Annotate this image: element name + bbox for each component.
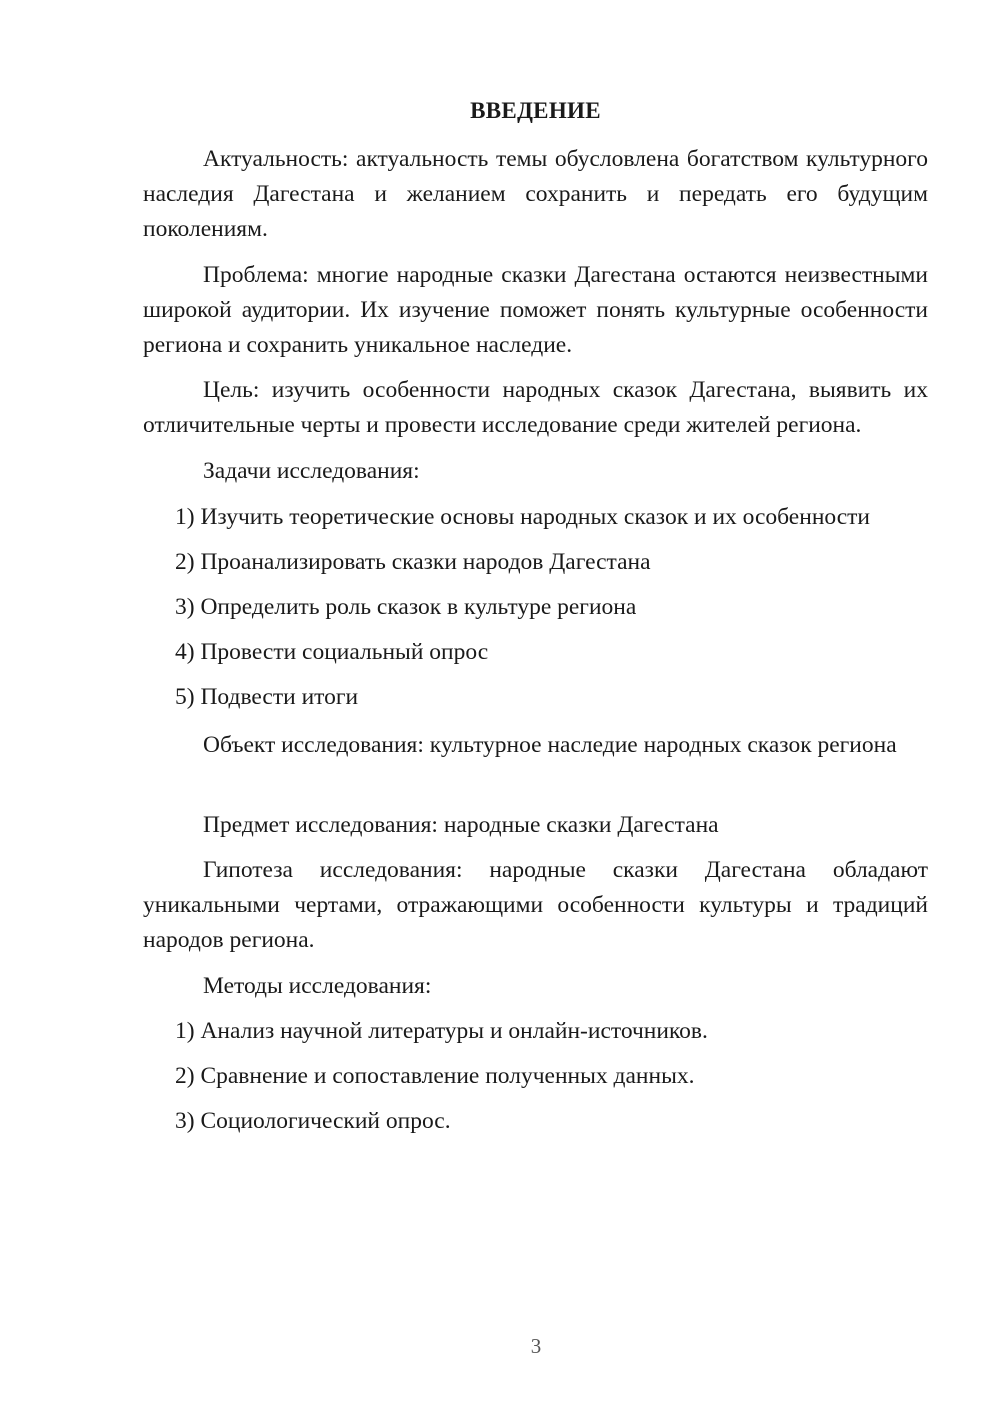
object-text: Объект исследования: культурное наследие народных сказок региона bbox=[203, 732, 897, 758]
tasks-list bbox=[143, 500, 928, 715]
paragraph-object bbox=[143, 728, 928, 763]
list-item: 3) Определить роль сказок в культуре региона bbox=[175, 594, 637, 620]
methods-heading-text: Методы исследования: bbox=[203, 973, 432, 999]
list-item: 1) Анализ научной литературы и онлайн-источников. bbox=[175, 1018, 708, 1044]
methods-heading bbox=[143, 969, 928, 1004]
tasks-heading bbox=[143, 454, 928, 489]
relevance-text: Актуальность: актуальность темы обусловлена богатством культурного наследия Дагестана и желанием сохранить и передать его будущим поколениям. bbox=[143, 146, 928, 242]
subject-text: Предмет исследования: народные сказки Дагестана bbox=[203, 812, 719, 838]
tasks-heading-text: Задачи исследования: bbox=[203, 458, 420, 484]
list-item: 3) Социологический опрос. bbox=[175, 1108, 451, 1134]
problem-text: Проблема: многие народные сказки Дагестана остаются неизвестными широкой аудитории. Их изучение поможет понять культурные особенности региона и сохранить уникальное наследие. bbox=[143, 262, 928, 358]
list-item: 1) Изучить теоретические основы народных сказок и их особенности bbox=[175, 504, 871, 530]
list-item: 2) Проанализировать сказки народов Дагестана bbox=[175, 549, 651, 575]
paragraph-problem bbox=[143, 258, 928, 363]
page-number: 3 bbox=[530, 1334, 542, 1358]
paragraph-subject bbox=[143, 808, 928, 843]
goal-text: Цель: изучить особенности народных сказок Дагестана, выявить их отличительные черты и провести исследование среди жителей региона. bbox=[143, 377, 928, 438]
hypothesis-text: Гипотеза исследования: народные сказки Дагестана обладают уникальными чертами, отражающими особенности культуры и традиций народов региона. bbox=[143, 857, 928, 953]
list-item: 4) Провести социальный опрос bbox=[175, 639, 489, 665]
list-item: 2) Сравнение и сопоставление полученных данных. bbox=[175, 1063, 695, 1089]
paragraph-relevance bbox=[143, 142, 928, 247]
list-item: 5) Подвести итоги bbox=[175, 684, 359, 710]
paragraph-goal bbox=[143, 373, 928, 443]
page-title: ВВЕДЕНИЕ bbox=[470, 98, 601, 123]
paragraph-hypothesis bbox=[143, 853, 928, 958]
methods-list bbox=[143, 1014, 928, 1139]
